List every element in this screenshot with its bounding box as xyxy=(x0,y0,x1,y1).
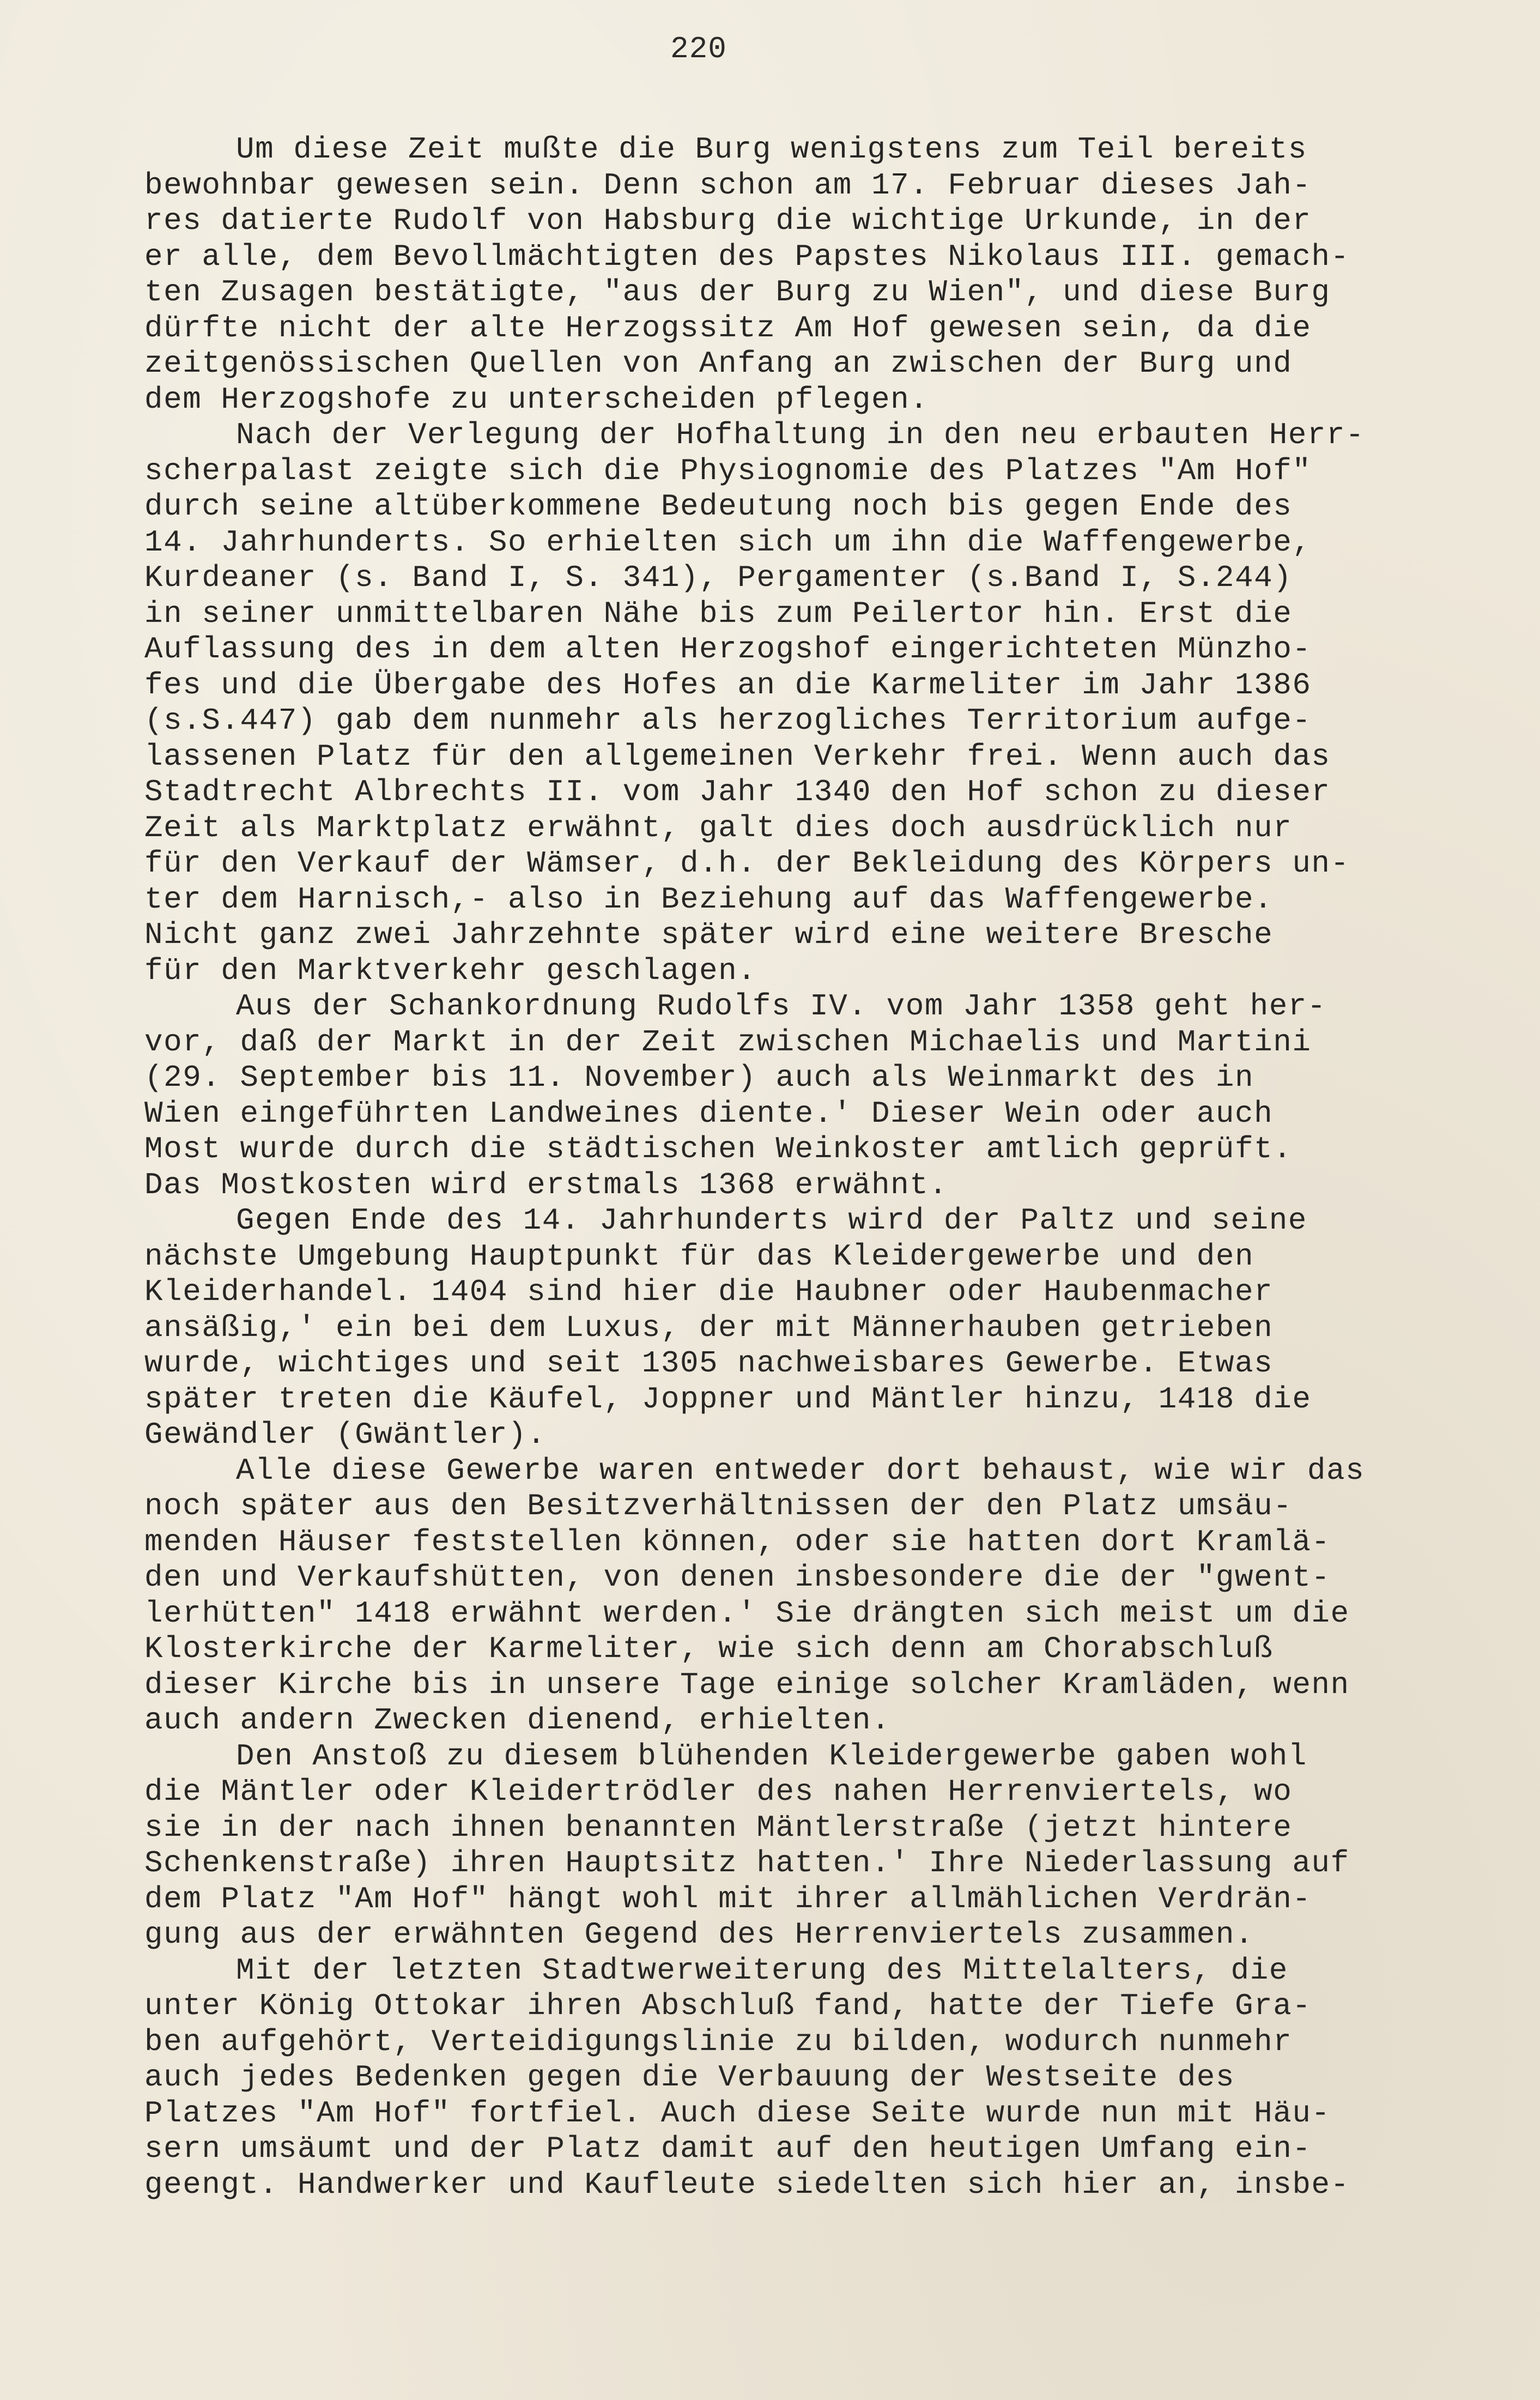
text-line: Stadtrecht Albrechts II. vom Jahr 1340 den Hof schon zu dieser xyxy=(144,775,1331,809)
text-line: für den Verkauf der Wämser, d.h. der Bekleidung des Körpers un- xyxy=(144,846,1350,881)
text-line: fes und die Übergabe des Hofes an die Karmeliter im Jahr 1386 xyxy=(144,667,1312,703)
text-line: auch andern Zwecken dienend, erhielten. xyxy=(144,1703,891,1738)
text-line: Nicht ganz zwei Jahrzehnte später wird eine weitere Bresche xyxy=(144,917,1274,952)
text-line: ten Zusagen bestätigte, "aus der Burg zu Wien", und diese Burg xyxy=(144,275,1331,310)
text-line: Aus der Schankordnung Rudolfs IV. vom Jahr 1358 geht her- xyxy=(236,989,1327,1024)
text-line: sern umsäumt und der Platz damit auf den heutigen Umfang ein- xyxy=(144,2131,1312,2166)
text-line: Das Mostkosten wird erstmals 1368 erwähnt. xyxy=(144,1167,948,1202)
text-line: dieser Kirche bis in unsere Tage einige solcher Kramläden, wenn xyxy=(144,1667,1350,1702)
text-line: Kurdeaner (s. Band I, S. 341), Pergamenter (s.Band I, S.244) xyxy=(144,560,1293,595)
text-line: menden Häuser feststellen können, oder sie hatten dort Kramlä- xyxy=(144,1524,1331,1559)
text-line: ben aufgehört, Verteidigungslinie zu bilden, wodurch nunmehr xyxy=(144,2024,1293,2059)
text-line: er alle, dem Bevollmächtigten des Papstes Nikolaus III. gemach- xyxy=(144,239,1350,274)
text-line: Alle diese Gewerbe waren entweder dort behaust, wie wir das xyxy=(236,1453,1365,1488)
text-line: (s.S.447) gab dem nunmehr als herzogliches Territorium aufge- xyxy=(144,703,1312,738)
text-line: Den Anstoß zu diesem blühenden Kleidergewerbe gaben wohl xyxy=(236,1738,1307,1774)
text-line: Schenkenstraße) ihren Hauptsitz hatten.' Ihre Niederlassung auf xyxy=(144,1846,1350,1881)
text-line: Klosterkirche der Karmeliter, wie sich denn am Chorabschluß xyxy=(144,1631,1274,1666)
text-line: Zeit als Marktplatz erwähnt, galt dies doch ausdrücklich nur xyxy=(144,810,1293,845)
text-line: Auflassung des in dem alten Herzogshof eingerichteten Münzho- xyxy=(144,632,1312,667)
text-line: ansäßig,' ein bei dem Luxus, der mit Männerhauben getrieben xyxy=(144,1310,1274,1345)
text-line: dürfte nicht der alte Herzogssitz Am Hof gewesen sein, da die xyxy=(144,310,1312,346)
page-number: 220 xyxy=(670,32,727,67)
text-line: Kleiderhandel. 1404 sind hier die Haubner oder Haubenmacher xyxy=(144,1274,1274,1309)
text-line: auch jedes Bedenken gegen die Verbauung der Westseite des xyxy=(144,2060,1235,2095)
text-line: die Mäntler oder Kleidertrödler des nahen Herrenviertels, wo xyxy=(144,1774,1293,1809)
text-line: noch später aus den Besitzverhältnissen der den Platz umsäu- xyxy=(144,1489,1293,1524)
text-line: bewohnbar gewesen sein. Denn schon am 17. Februar dieses Jah- xyxy=(144,167,1312,203)
text-line: Mit der letzten Stadtwerweiterung des Mittelalters, die xyxy=(236,1952,1288,1988)
text-line: gung aus der erwähnten Gegend des Herrenviertels zusammen. xyxy=(144,1917,1254,1952)
text-line: scherpalast zeigte sich die Physiognomie des Platzes "Am Hof" xyxy=(144,453,1312,488)
text-line: Gewändler (Gwäntler). xyxy=(144,1417,547,1452)
text-line: unter König Ottokar ihren Abschluß fand, hatte der Tiefe Gra- xyxy=(144,1988,1312,2023)
text-line: geengt. Handwerker und Kaufleute siedelten sich hier an, insbe- xyxy=(144,2167,1350,2202)
text-line: (29. September bis 11. November) auch als Weinmarkt des in xyxy=(144,1060,1254,1095)
text-line: wurde, wichtiges und seit 1305 nachweisbares Gewerbe. Etwas xyxy=(144,1346,1274,1381)
text-line: später treten die Käufel, Joppner und Mäntler hinzu, 1418 die xyxy=(144,1381,1312,1417)
text-line: den und Verkaufshütten, von denen insbesondere die der "gwent- xyxy=(144,1560,1331,1595)
text-line: nächste Umgebung Hauptpunkt für das Kleidergewerbe und den xyxy=(144,1238,1254,1274)
text-line: Nach der Verlegung der Hofhaltung in den neu erbauten Herr- xyxy=(236,418,1365,452)
text-line: 14. Jahrhunderts. So erhielten sich um ihn die Waffengewerbe, xyxy=(144,524,1312,560)
text-line: in seiner unmittelbaren Nähe bis zum Peilertor hin. Erst die xyxy=(144,596,1293,631)
text-line: res datierte Rudolf von Habsburg die wichtige Urkunde, in der xyxy=(144,203,1312,238)
text-line: dem Platz "Am Hof" hängt wohl mit ihrer allmählichen Verdrän- xyxy=(144,1881,1312,1917)
body-text xyxy=(144,132,1518,2203)
text-line: Wien eingeführten Landweines diente.' Dieser Wein oder auch xyxy=(144,1096,1274,1131)
text-line: vor, daß der Markt in der Zeit zwischen Michaelis und Martini xyxy=(144,1024,1312,1060)
text-line: Gegen Ende des 14. Jahrhunderts wird der Paltz und seine xyxy=(236,1203,1307,1238)
text-line: Um diese Zeit mußte die Burg wenigstens zum Teil bereits xyxy=(236,132,1307,167)
text-line: Most wurde durch die städtischen Weinkoster amtlich geprüft. xyxy=(144,1132,1293,1166)
text-line: sie in der nach ihnen benannten Mäntlerstraße (jetzt hintere xyxy=(144,1810,1293,1845)
text-line: Platzes "Am Hof" fortfiel. Auch diese Seite wurde nun mit Häu- xyxy=(144,2095,1331,2131)
text-line: ter dem Harnisch,- also in Beziehung auf das Waffengewerbe. xyxy=(144,881,1274,917)
text-line: lassenen Platz für den allgemeinen Verkehr frei. Wenn auch das xyxy=(144,739,1331,774)
text-line: für den Marktverkehr geschlagen. xyxy=(144,953,757,988)
text-line: durch seine altüberkommene Bedeutung noch bis gegen Ende des xyxy=(144,489,1293,524)
text-line: lerhütten" 1418 erwähnt werden.' Sie drängten sich meist um die xyxy=(144,1595,1350,1631)
text-line: dem Herzogshofe zu unterscheiden pflegen. xyxy=(144,382,929,417)
text-line: zeitgenössischen Quellen von Anfang an zwischen der Burg und xyxy=(144,346,1293,381)
